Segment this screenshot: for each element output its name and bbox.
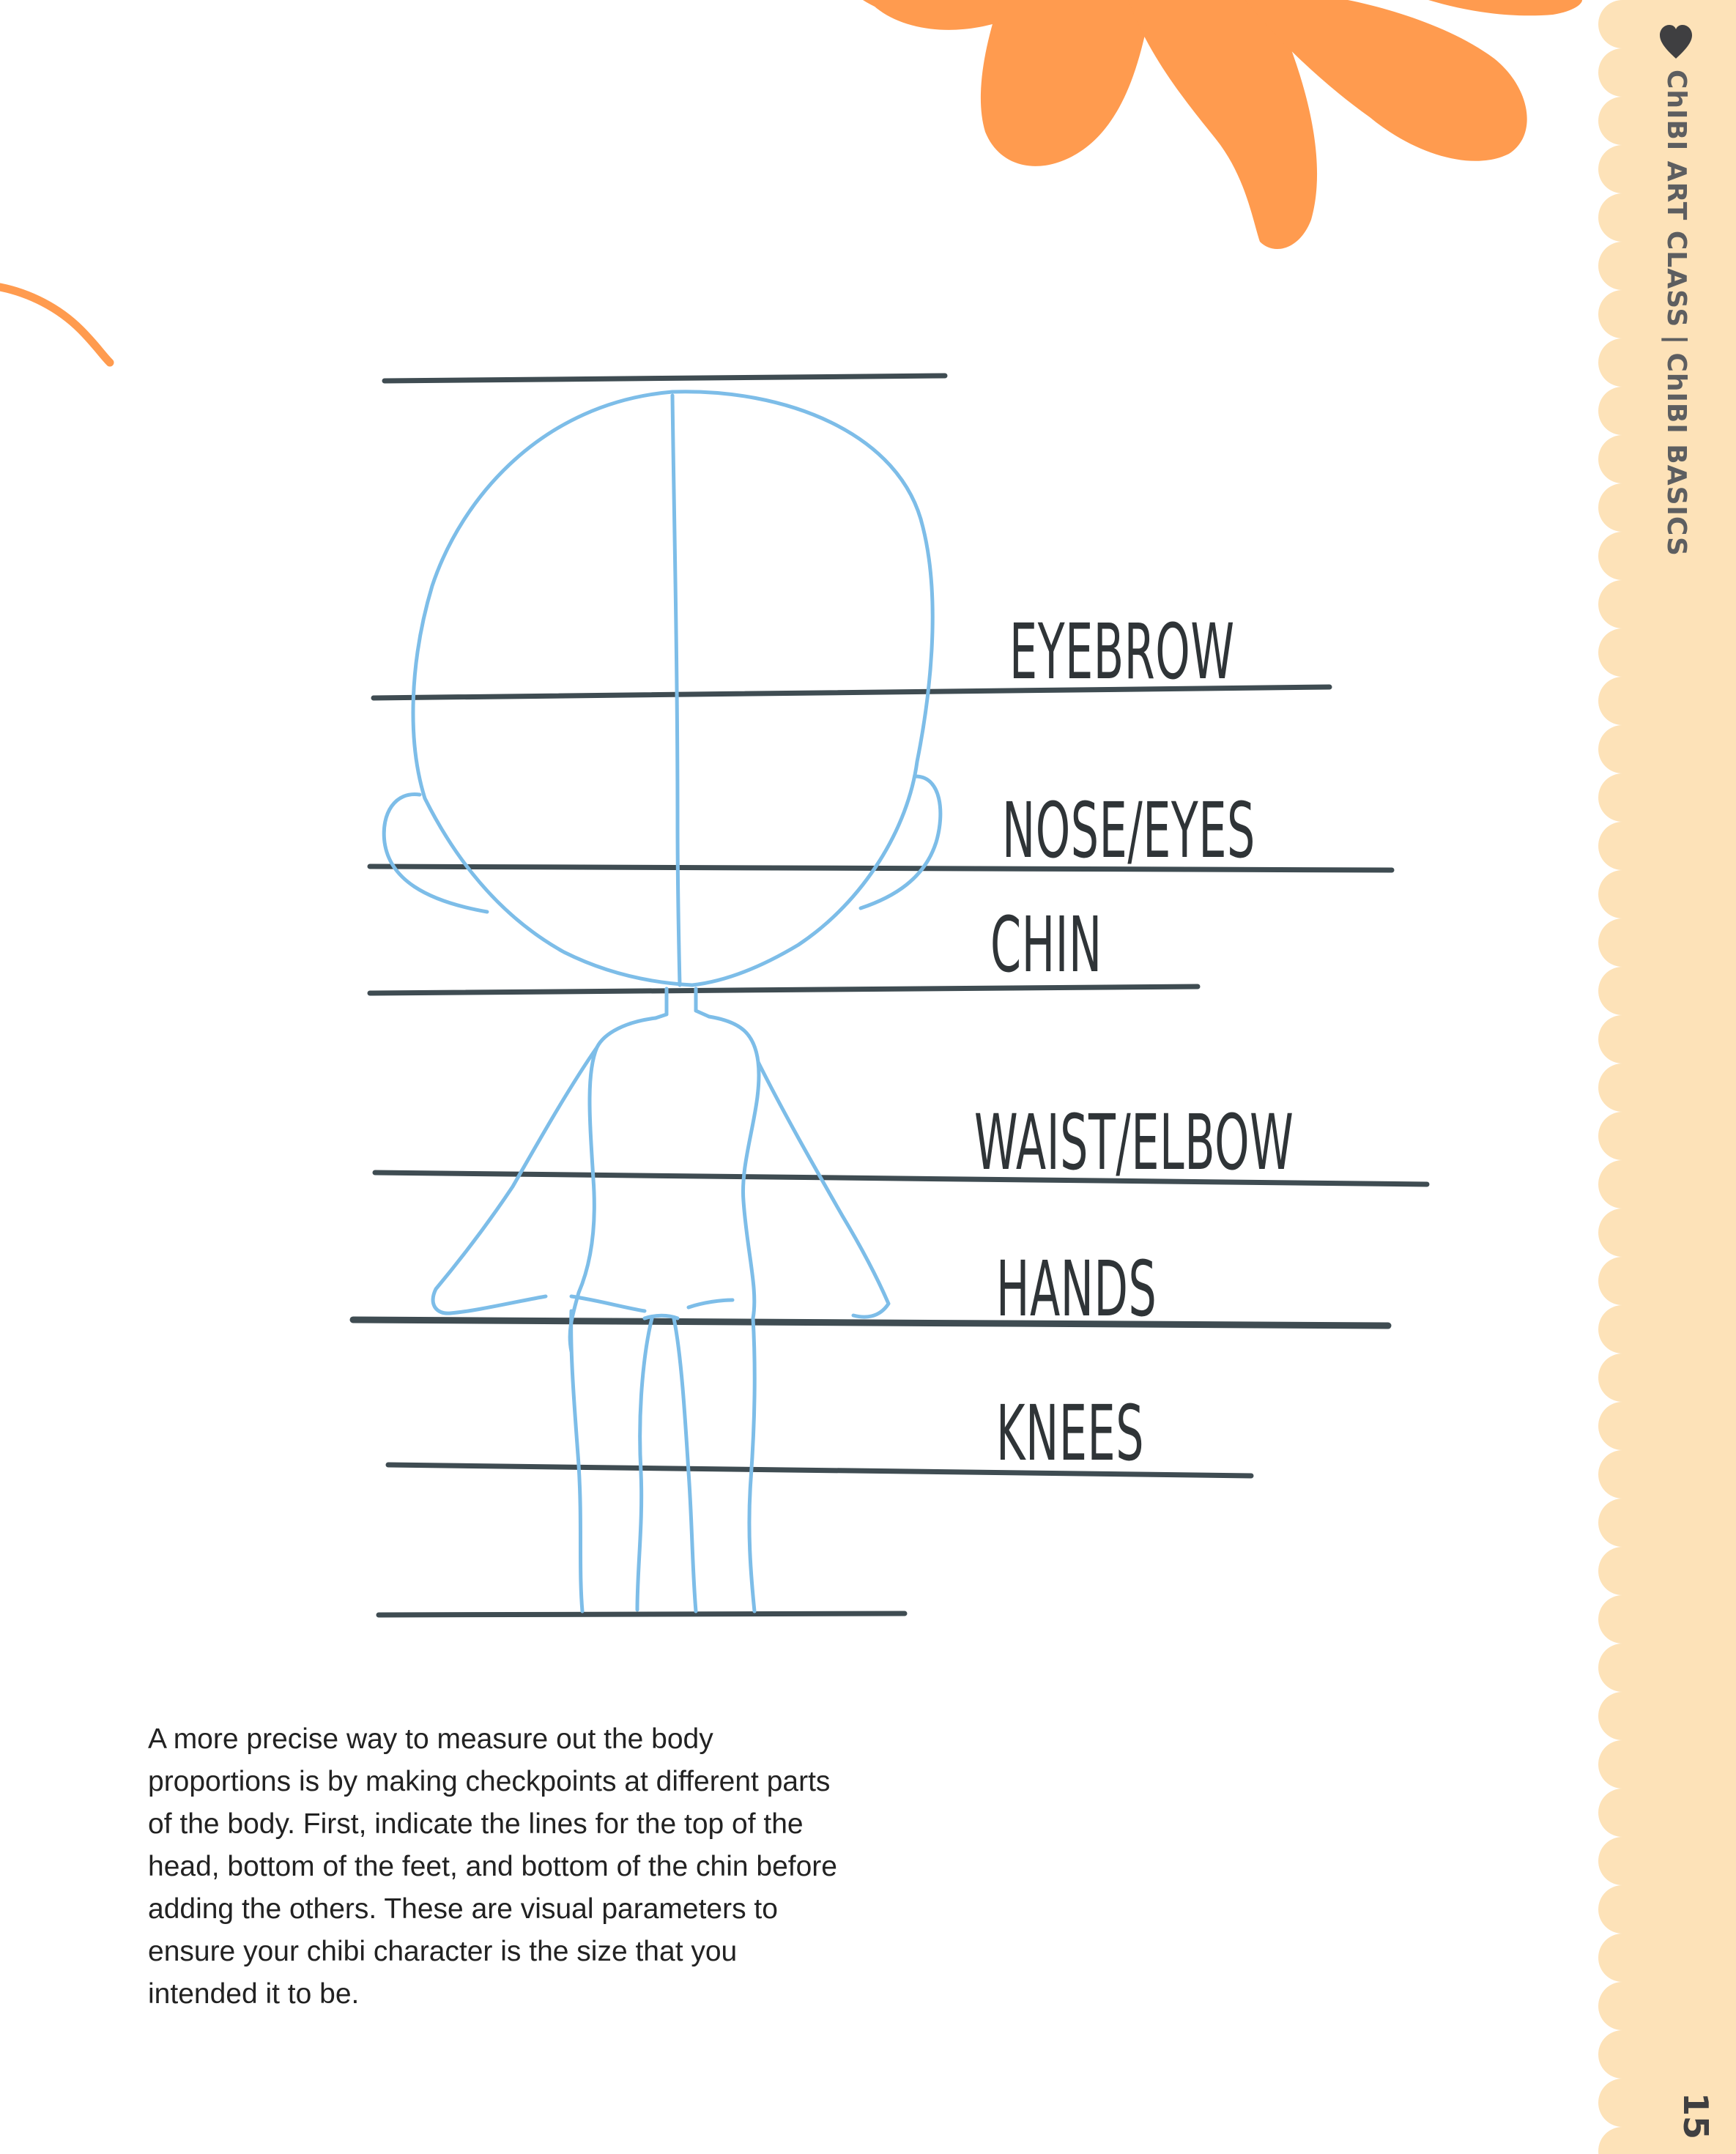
label-waist-elbow: WAIST/ELBOW — [974, 1098, 1294, 1187]
guide-line-feet — [379, 1613, 905, 1615]
flower-decoration — [863, 0, 1582, 249]
book-title: ChIBI ART CLASS — [1661, 70, 1691, 328]
torso-right — [709, 1017, 759, 1318]
guide-line-top-of-head — [385, 376, 945, 381]
guide-lines — [353, 376, 1427, 1615]
section-title: ChIBI BASICS — [1661, 352, 1691, 557]
body-caption: A more precise way to measure out the body proportions is by making checkpoints at different parts of the body. First, indicate the lines for the top of the head, bottom of the feet, and bottom of the chin before adding the others. These are visual parameters to ensure your chibi character is the size that you intended it to be. — [148, 1723, 837, 2010]
label-hands: HANDS — [996, 1244, 1157, 1334]
header-separator: | — [1661, 335, 1691, 346]
chapter-header — [1661, 70, 1691, 557]
label-eyebrow: EYEBROW — [1009, 607, 1235, 697]
label-chin: CHIN — [990, 900, 1102, 989]
left-leg — [571, 1311, 582, 1611]
hips — [571, 1296, 732, 1311]
inner-left-leg — [637, 1318, 652, 1610]
left-arm — [433, 1047, 597, 1313]
orange-stroke-decoration — [0, 287, 110, 363]
right-arm — [758, 1062, 889, 1317]
left-ear — [384, 794, 487, 912]
crotch — [645, 1315, 678, 1318]
page-number: 15 — [1676, 2092, 1716, 2140]
right-leg — [749, 1318, 754, 1611]
right-ear — [861, 776, 941, 908]
head-center-line — [672, 395, 680, 985]
label-nose-eyes: NOSE/EYES — [1002, 786, 1255, 875]
label-knees: KNEES — [996, 1389, 1145, 1478]
inner-right-leg — [674, 1318, 696, 1611]
guide-line-hands — [353, 1320, 1388, 1326]
chibi-sketch — [384, 392, 941, 1611]
